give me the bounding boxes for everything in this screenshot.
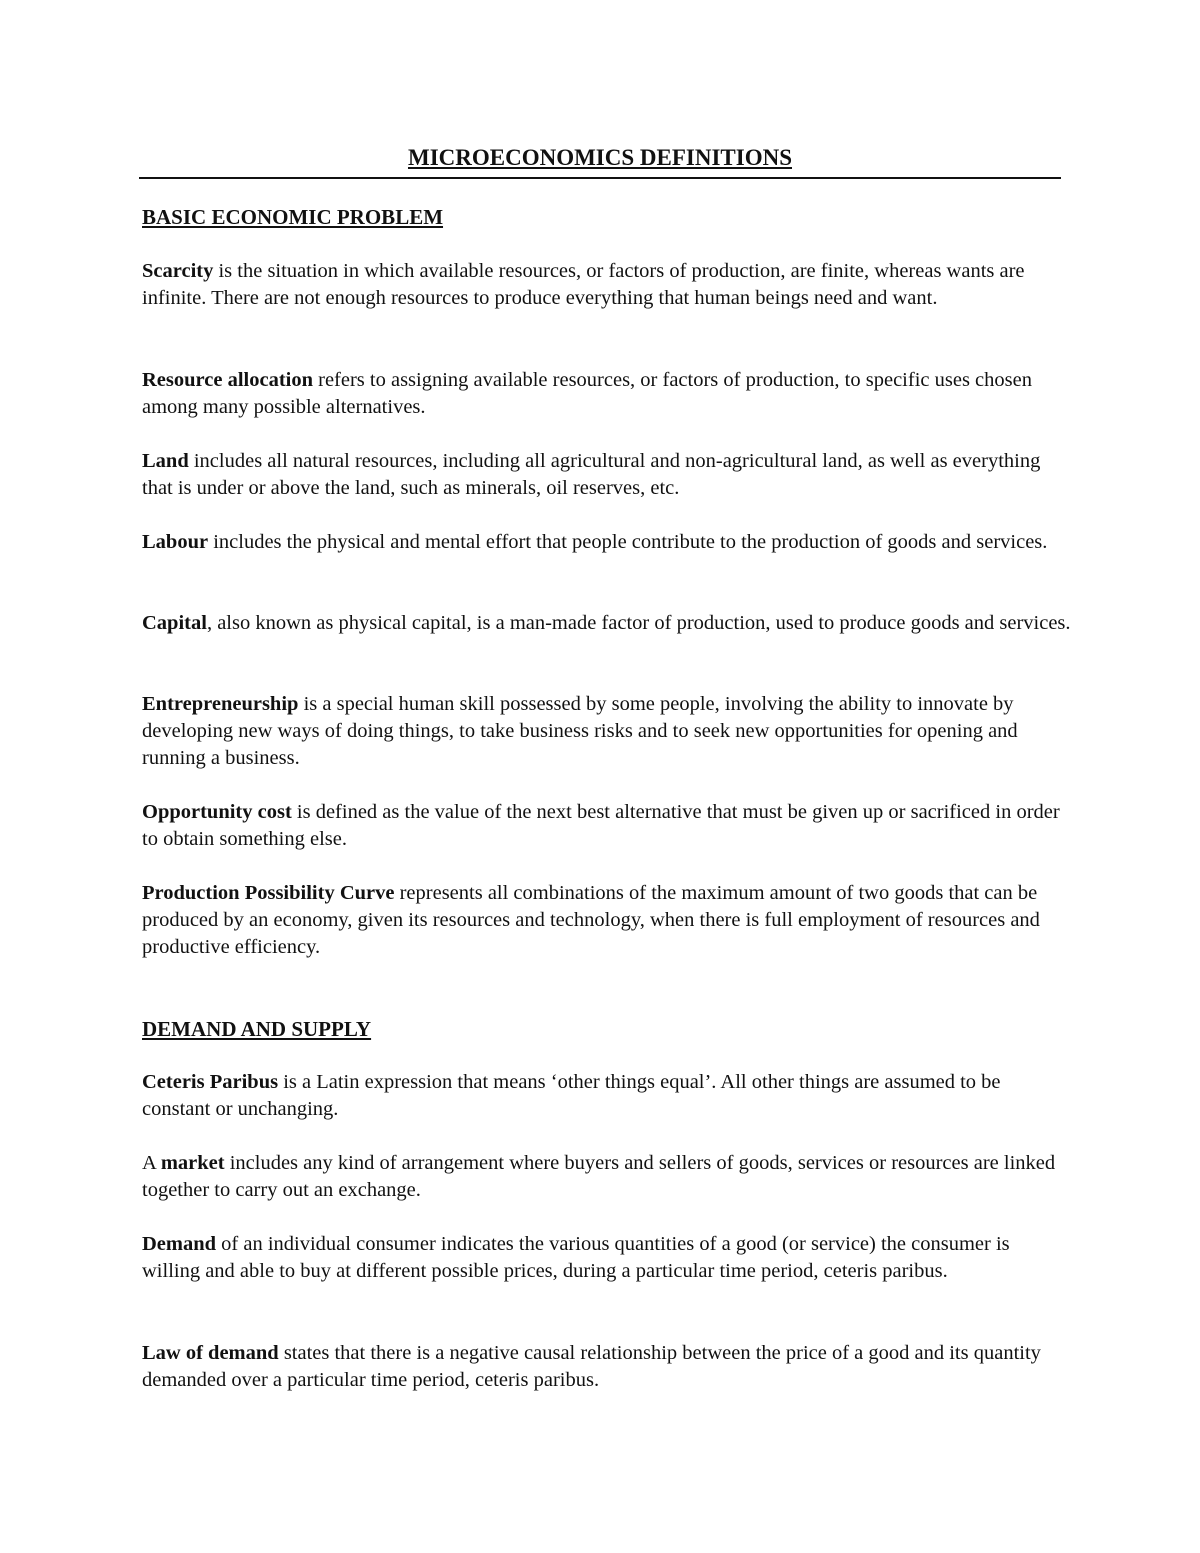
term-opportunity-cost: Opportunity cost [142,801,292,823]
definition-text: refers to assigning available resources, or factors of production, to specific uses chosen among many possible alternatives. [142,369,1032,418]
term-ceteris-paribus: Ceteris Paribus [142,1071,279,1093]
definition-market [142,1150,1072,1204]
definition-text: is a special human skill possessed by some people, involving the ability to innovate by developing new ways of doing things, to take business risks and to seek new opportunities for opening and running a business. [142,693,1018,769]
term-resource-allocation: Resource allocation [142,369,313,391]
definition-text: , also known as physical capital, is a man-made factor of production, used to produce goods and services. [206,612,1071,634]
section-heading-demand-and-supply: DEMAND AND SUPPLY [142,1017,372,1041]
definition-ceteris-paribus [142,1069,1072,1123]
title-rule [139,143,1061,179]
term-labour: Labour [142,531,209,553]
term-entrepreneurship: Entrepreneurship [142,693,299,715]
term-land: Land [142,450,189,472]
definition-demand [142,1231,1072,1285]
definition-production-possibility-curve [142,880,1072,961]
definition-text: includes any kind of arrangement where buyers and sellers of goods, services or resources are linked together to carry out an exchange. [142,1152,1056,1201]
definition-labour [142,529,1072,556]
term-market: market [160,1152,225,1174]
definition-land [142,448,1072,502]
definition-scarcity [142,258,1072,312]
definition-text: includes the physical and mental effort that people contribute to the production of goods and services. [208,531,1048,553]
definition-text: is a Latin expression that means ‘other things equal’. All other things are assumed to be constant or unchanging. [142,1071,1001,1120]
definition-law-of-demand [142,1340,1072,1394]
definition-text: is defined as the value of the next best alternative that must be given up or sacrificed in order to obtain something else. [142,801,1060,850]
definition-capital [142,610,1072,637]
term-scarcity: Scarcity [142,260,214,282]
definition-entrepreneurship [142,691,1072,772]
definition-lead: A [142,1152,161,1174]
definition-opportunity-cost [142,799,1072,853]
term-capital: Capital [142,612,207,634]
definition-text: includes all natural resources, including all agricultural and non-agricultural land, as well as everything that is under or above the land, such as minerals, oil reserves, etc. [142,450,1041,499]
definition-text: is the situation in which available resources, or factors of production, are finite, whereas wants are infinite. There are not enough resources to produce everything that human beings need and want. [142,260,1025,309]
definition-resource-allocation [142,367,1072,421]
definition-text: represents all combinations of the maximum amount of two goods that can be produced by an economy, given its resources and technology, when there is full employment of resources and productive efficiency. [142,882,1040,958]
definition-text: states that there is a negative causal relationship between the price of a good and its quantity demanded over a particular time period, ceteris paribus. [142,1342,1041,1391]
term-law-of-demand: Law of demand [142,1342,279,1364]
page-title: MICROECONOMICS DEFINITIONS [407,145,792,170]
term-production-possibility-curve: Production Possibility Curve [142,882,395,904]
definition-text: of an individual consumer indicates the various quantities of a good (or service) the consumer is willing and able to buy at different possible prices, during a particular time period, ceteris paribus. [142,1233,1010,1282]
term-demand: Demand [142,1233,217,1255]
section-heading-basic-economic-problem: BASIC ECONOMIC PROBLEM [142,205,444,229]
